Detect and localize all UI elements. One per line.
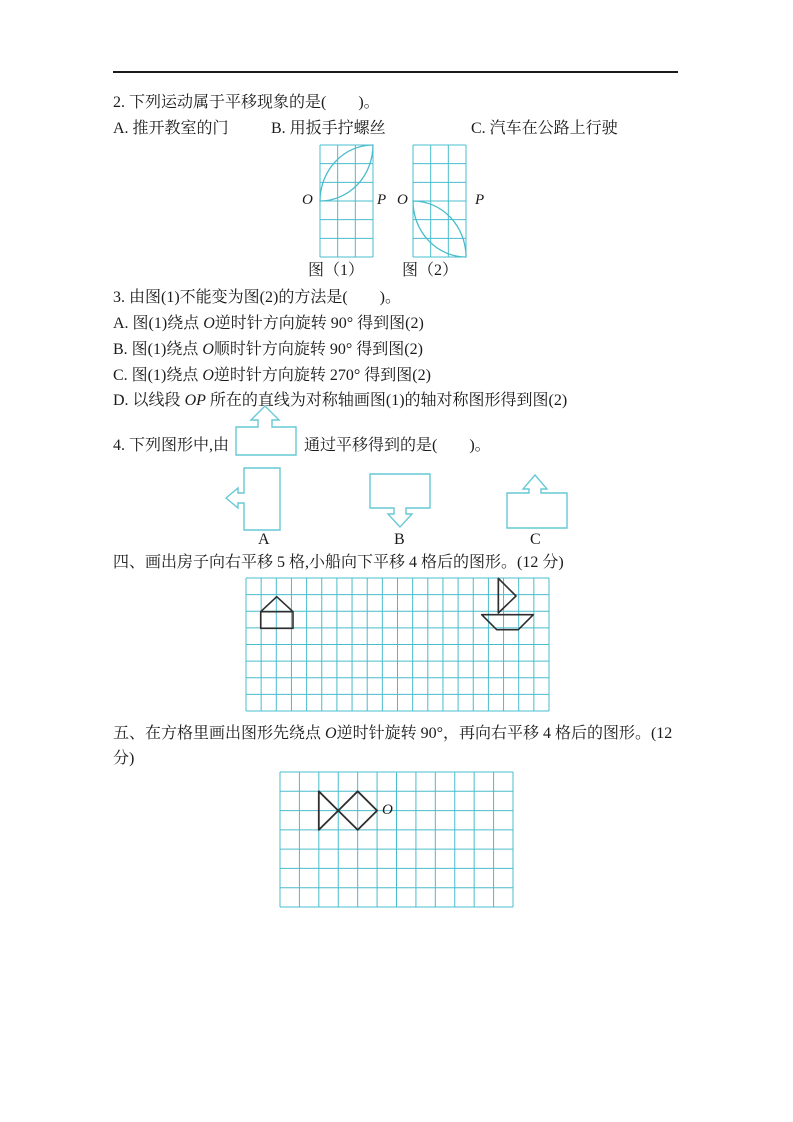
- q2-option-a: A. 推开教室的门: [113, 120, 229, 137]
- sec5-title-line2: 分): [113, 750, 135, 767]
- math-var: O: [203, 315, 215, 332]
- sec5-drawing-grid: [280, 772, 513, 907]
- q4-label-c: C: [530, 531, 541, 548]
- math-var: O: [202, 367, 214, 384]
- arrow-up-box-shape-c: [505, 470, 569, 530]
- point-o-label: O: [382, 802, 393, 818]
- option-prefix: D. 以线段: [113, 392, 185, 409]
- q4-label-b: B: [394, 531, 405, 548]
- q4-stem-post: 通过平移得到的是( )。: [304, 437, 491, 454]
- arrow-down-box-shape-b: [368, 470, 432, 530]
- arrow-left-box-shape-a: [222, 464, 282, 532]
- option-prefix: A. 图(1)绕点: [113, 315, 204, 332]
- q3-option-b: [113, 340, 423, 360]
- leaf-shape-fig1: [320, 145, 373, 201]
- math-var: O: [325, 725, 337, 742]
- q2-stem: 2. 下列运动属于平移现象的是( )。: [113, 94, 380, 111]
- arrow-up-box-reference-shape: [235, 400, 297, 456]
- leaf-shape-fig2: [413, 201, 466, 257]
- q4-stem-pre: 4. 下列图形中,由: [113, 437, 230, 454]
- q3-option-d: [113, 391, 567, 411]
- math-var: O: [202, 341, 214, 358]
- house-shape: [261, 597, 293, 629]
- q2-option-c: C. 汽车在公路上行驶: [471, 120, 618, 137]
- option-prefix: C. 图(1)绕点: [113, 367, 203, 384]
- option-suffix: 逆时针方向旋转 90° 得到图(2): [214, 315, 424, 332]
- q2-option-b: B. 用扳手拧螺丝: [271, 120, 386, 137]
- fig2-p-label: P: [475, 192, 485, 208]
- fig2-o-label: O: [397, 192, 408, 208]
- fig2-caption: 图（2）: [402, 262, 459, 279]
- title-suffix: 逆时针旋转 90°，再向右平移 4 格后的图形。(12: [336, 725, 673, 742]
- sec4-title: 四、画出房子向右平移 5 格,小船向下平移 4 格后的图形。(12 分): [113, 554, 564, 571]
- q4-label-a: A: [258, 531, 270, 548]
- top-divider: [113, 71, 678, 73]
- fig1-grid: [320, 145, 373, 257]
- q3-option-c: [113, 366, 431, 386]
- boat-shape: [482, 578, 534, 629]
- fig1-o-label: O: [302, 192, 313, 208]
- title-prefix: 五、在方格里画出图形先绕点: [113, 725, 326, 742]
- sec4-drawing-grid: [246, 578, 549, 711]
- fig1-p-label: P: [377, 192, 387, 208]
- option-suffix: 顺时针方向旋转 90° 得到图(2): [213, 341, 423, 358]
- q3-option-a: [113, 314, 424, 334]
- option-prefix: B. 图(1)绕点: [113, 341, 203, 358]
- option-suffix: 所在的直线为对称轴画图(1)的轴对称图形得到图(2): [205, 392, 568, 409]
- sec5-title-line1: [113, 724, 672, 744]
- q3-stem: 3. 由图(1)不能变为图(2)的方法是( )。: [113, 289, 401, 306]
- fig1-caption: 图（1）: [308, 262, 365, 279]
- option-suffix: 逆时针方向旋转 270° 得到图(2): [213, 367, 431, 384]
- fig2-grid: [413, 145, 466, 257]
- math-var: OP: [184, 392, 206, 409]
